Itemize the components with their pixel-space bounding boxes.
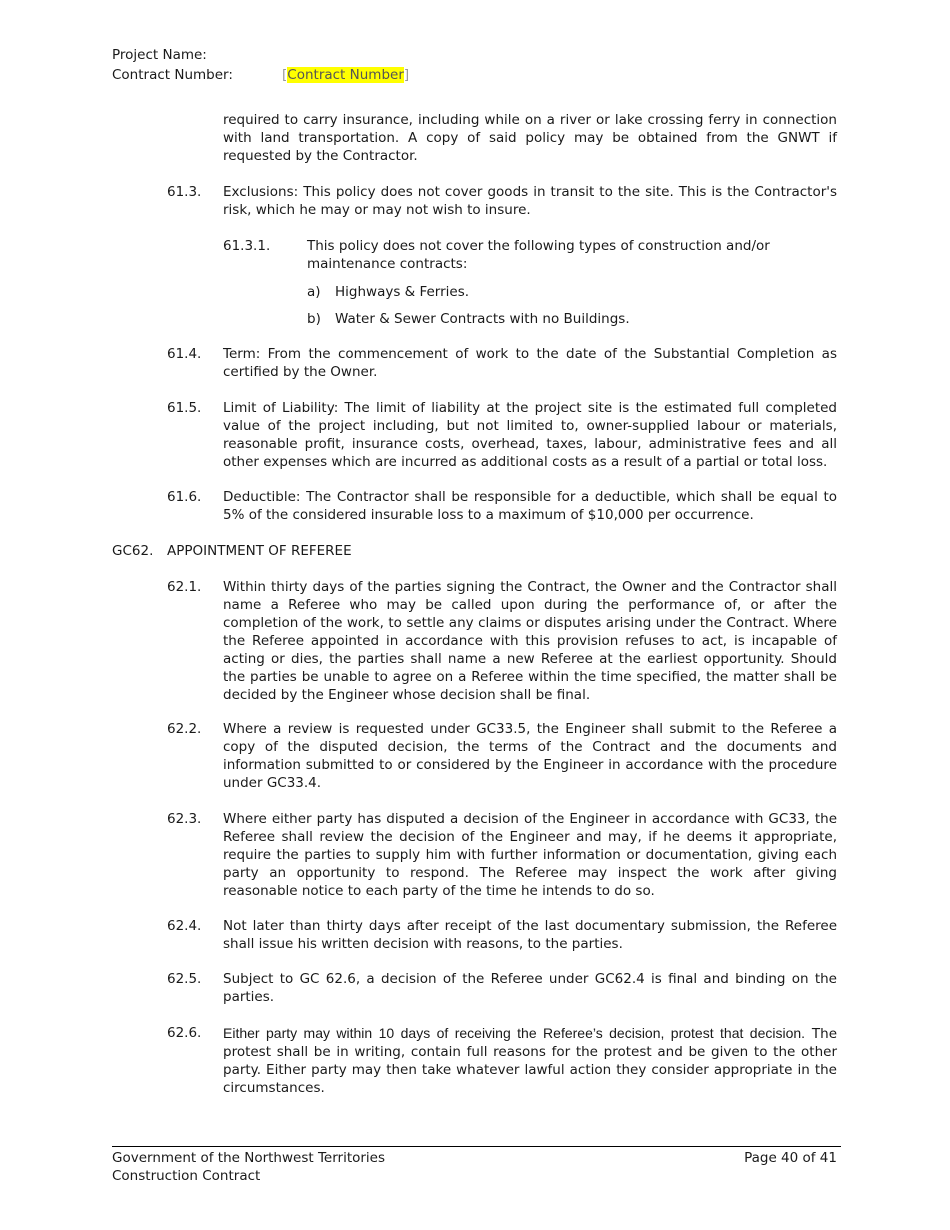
section-number: 62.4. (167, 918, 202, 934)
section-number: 62.3. (167, 811, 202, 827)
section-number: 61.6. (167, 489, 202, 505)
section-text-first-sentence: Either party may within 10 days of receiving the Referee’s decision, protest that decision. (223, 1025, 806, 1041)
section-number: 62.5. (167, 971, 202, 987)
section-number: 62.1. (167, 579, 202, 595)
section-number: 61.4. (167, 346, 202, 362)
section-text: Term: From the commencement of work to the date of the Substantial Completion as certified by the Owner. (223, 346, 837, 380)
page-number: Page 40 of 41 (744, 1150, 837, 1166)
contract-bracket-open: [ (282, 67, 288, 83)
section-text (223, 1024, 837, 1097)
section-text: Not later than thirty days after receipt of the last documentary submission, the Referee shall issue his written decision with reasons, to the parties. (223, 918, 837, 952)
section-text: Within thirty days of the parties signing the Contract, the Owner and the Contractor shall name a Referee who may be called upon during the performance of, or after the completion of the work, to settle any claims or disputes arising under the Contract. Where the Referee appointed in accordance with this provision refuses to act, is incapable of acting or dies, the parties shall name a new Referee at the earliest opportunity. Should the parties be unable to agree on a Referee within the time specified, the matter shall be decided by the Engineer whose decision shall be final. (223, 579, 837, 703)
section-number: 62.6. (167, 1025, 202, 1041)
contract-number-field[interactable]: Contract Number (287, 67, 404, 83)
footer-organization: Government of the Northwest Territories (112, 1150, 386, 1166)
section-text: Where either party has disputed a decision of the Engineer in accordance with GC33, the Referee shall review the decision of the Engineer and may, if he deems it appropriate, require the parties to supply him with further information or documentation, giving each party an opportunity to respond. The Referee may inspect the work after giving reasonable notice to each party of the time he intends to do so. (223, 811, 837, 899)
list-marker: b) (307, 311, 321, 327)
footer-left (112, 1149, 385, 1185)
clause-title: APPOINTMENT OF REFEREE (167, 543, 352, 559)
section-number: 61.3. (167, 184, 202, 200)
page-header (112, 45, 842, 85)
section-text: Limit of Liability: The limit of liability at the project site is the estimated full completed value of the project including, but not limited to, owner-supplied labour or materials, reasonable profit, insurance costs, overhead, taxes, labour, administrative fees and all other expenses which are incurred as additional costs as a result of a partial or total loss. (223, 400, 837, 470)
list-item: Highways & Ferries. (335, 284, 470, 300)
section-text: Subject to GC 62.6, a decision of the Referee under GC62.4 is final and binding on the parties. (223, 971, 837, 1005)
footer-divider (112, 1146, 841, 1147)
footer-document-type: Construction Contract (112, 1168, 261, 1184)
subsection-text: This policy does not cover the following types of construction and/or maintenance contracts: (307, 238, 770, 272)
subsection-number: 61.3.1. (223, 238, 271, 254)
clause-number: GC62. (112, 543, 154, 559)
section-number: 61.5. (167, 400, 202, 416)
section-text: Deductible: The Contractor shall be responsible for a deductible, which shall be equal to 5% of the considered insurable loss to a maximum of $10,000 per occurrence. (223, 489, 837, 523)
section-text: Exclusions: This policy does not cover goods in transit to the site. This is the Contractor's risk, which he may or may not wish to insure. (223, 184, 837, 218)
continued-paragraph: required to carry insurance, including while on a river or lake crossing ferry in connection with land transportation. A copy of said policy may be obtained from the GNWT if requested by the Contractor. (223, 112, 837, 164)
list-marker: a) (307, 284, 321, 300)
contract-number-label: Contract Number: (112, 67, 233, 83)
list-item: Water & Sewer Contracts with no Buildings. (335, 311, 630, 327)
contract-bracket-close: ] (403, 67, 410, 83)
section-number: 62.2. (167, 721, 202, 737)
project-name-label: Project Name: (112, 47, 207, 63)
section-text: Where a review is requested under GC33.5, the Engineer shall submit to the Referee a copy of the disputed decision, the terms of the Contract and the documents and information submitted to or considered by the Engineer in accordance with the procedure under GC33.4. (223, 721, 837, 791)
section-text-rest: The protest shall be in writing, contain full reasons for the protest and be given to the other party. Either party may then take whatever lawful action they consider appropriate in the circumstances. (223, 1026, 837, 1096)
